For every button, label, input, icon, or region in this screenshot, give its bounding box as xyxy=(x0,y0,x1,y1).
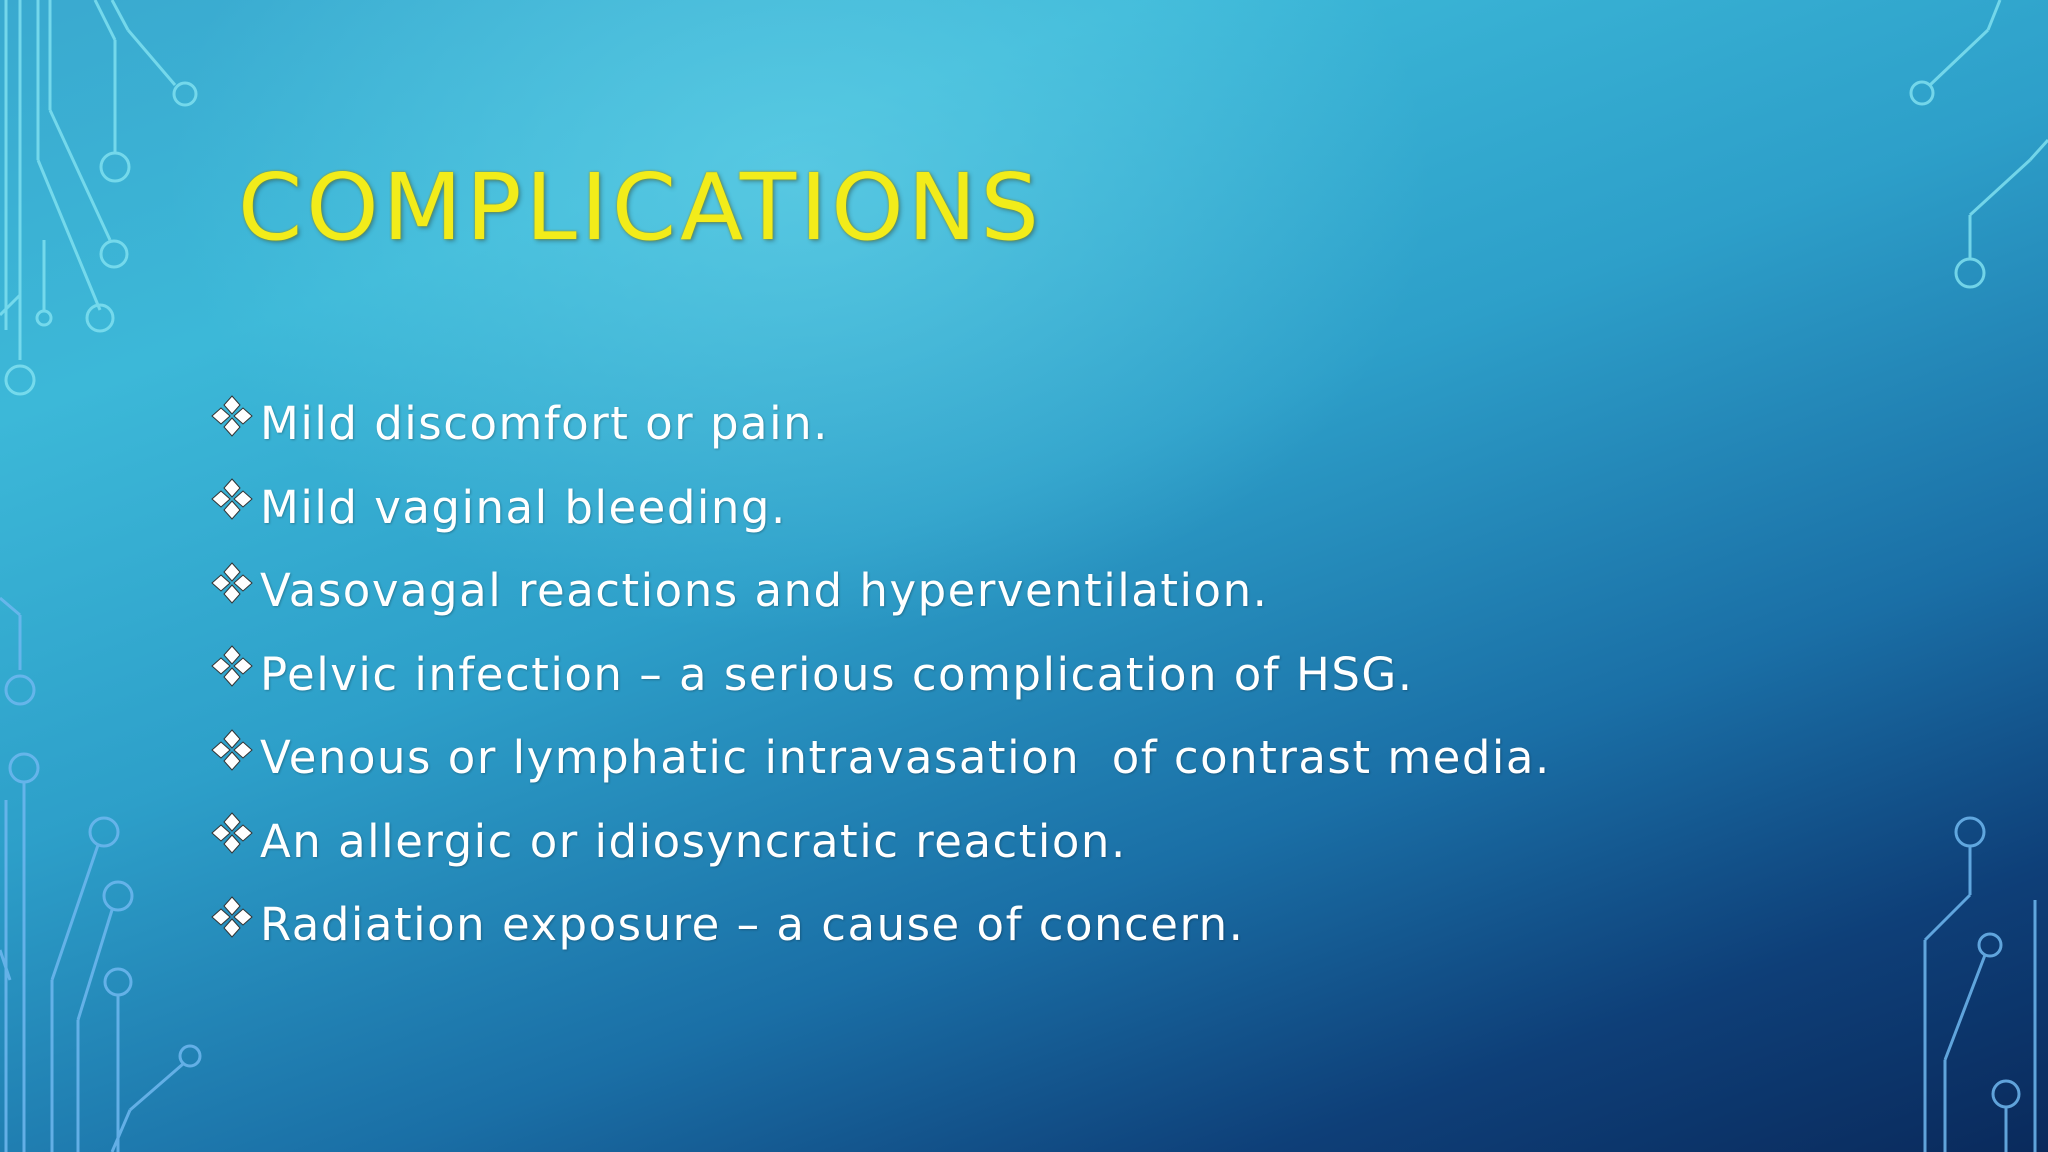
list-item xyxy=(210,382,1551,466)
list-item xyxy=(210,549,1551,633)
bullet-list xyxy=(210,382,1551,967)
four-diamond-bullet-icon xyxy=(210,895,254,939)
bullet-text: Radiation exposure – a cause of concern. xyxy=(260,898,1245,952)
bullet-text: Vasovagal reactions and hyperventilation. xyxy=(260,564,1269,618)
four-diamond-bullet-icon xyxy=(210,644,254,688)
bullet-text: Mild vaginal bleeding. xyxy=(260,480,787,534)
bullet-text: An allergic or idiosyncratic reaction. xyxy=(260,814,1127,868)
bullet-text: Pelvic infection – a serious complication of HSG. xyxy=(260,647,1414,701)
list-item xyxy=(210,633,1551,717)
slide-title: COMPLICATIONS xyxy=(238,154,1043,261)
four-diamond-bullet-icon xyxy=(210,394,254,438)
four-diamond-bullet-icon xyxy=(210,811,254,855)
bullet-text: Venous or lymphatic intravasation of contrast media. xyxy=(260,731,1551,785)
list-item xyxy=(210,800,1551,884)
list-item xyxy=(210,883,1551,967)
four-diamond-bullet-icon xyxy=(210,561,254,605)
bullet-text: Mild discomfort or pain. xyxy=(260,397,829,451)
four-diamond-bullet-icon xyxy=(210,728,254,772)
list-item xyxy=(210,716,1551,800)
list-item xyxy=(210,466,1551,550)
four-diamond-bullet-icon xyxy=(210,477,254,521)
